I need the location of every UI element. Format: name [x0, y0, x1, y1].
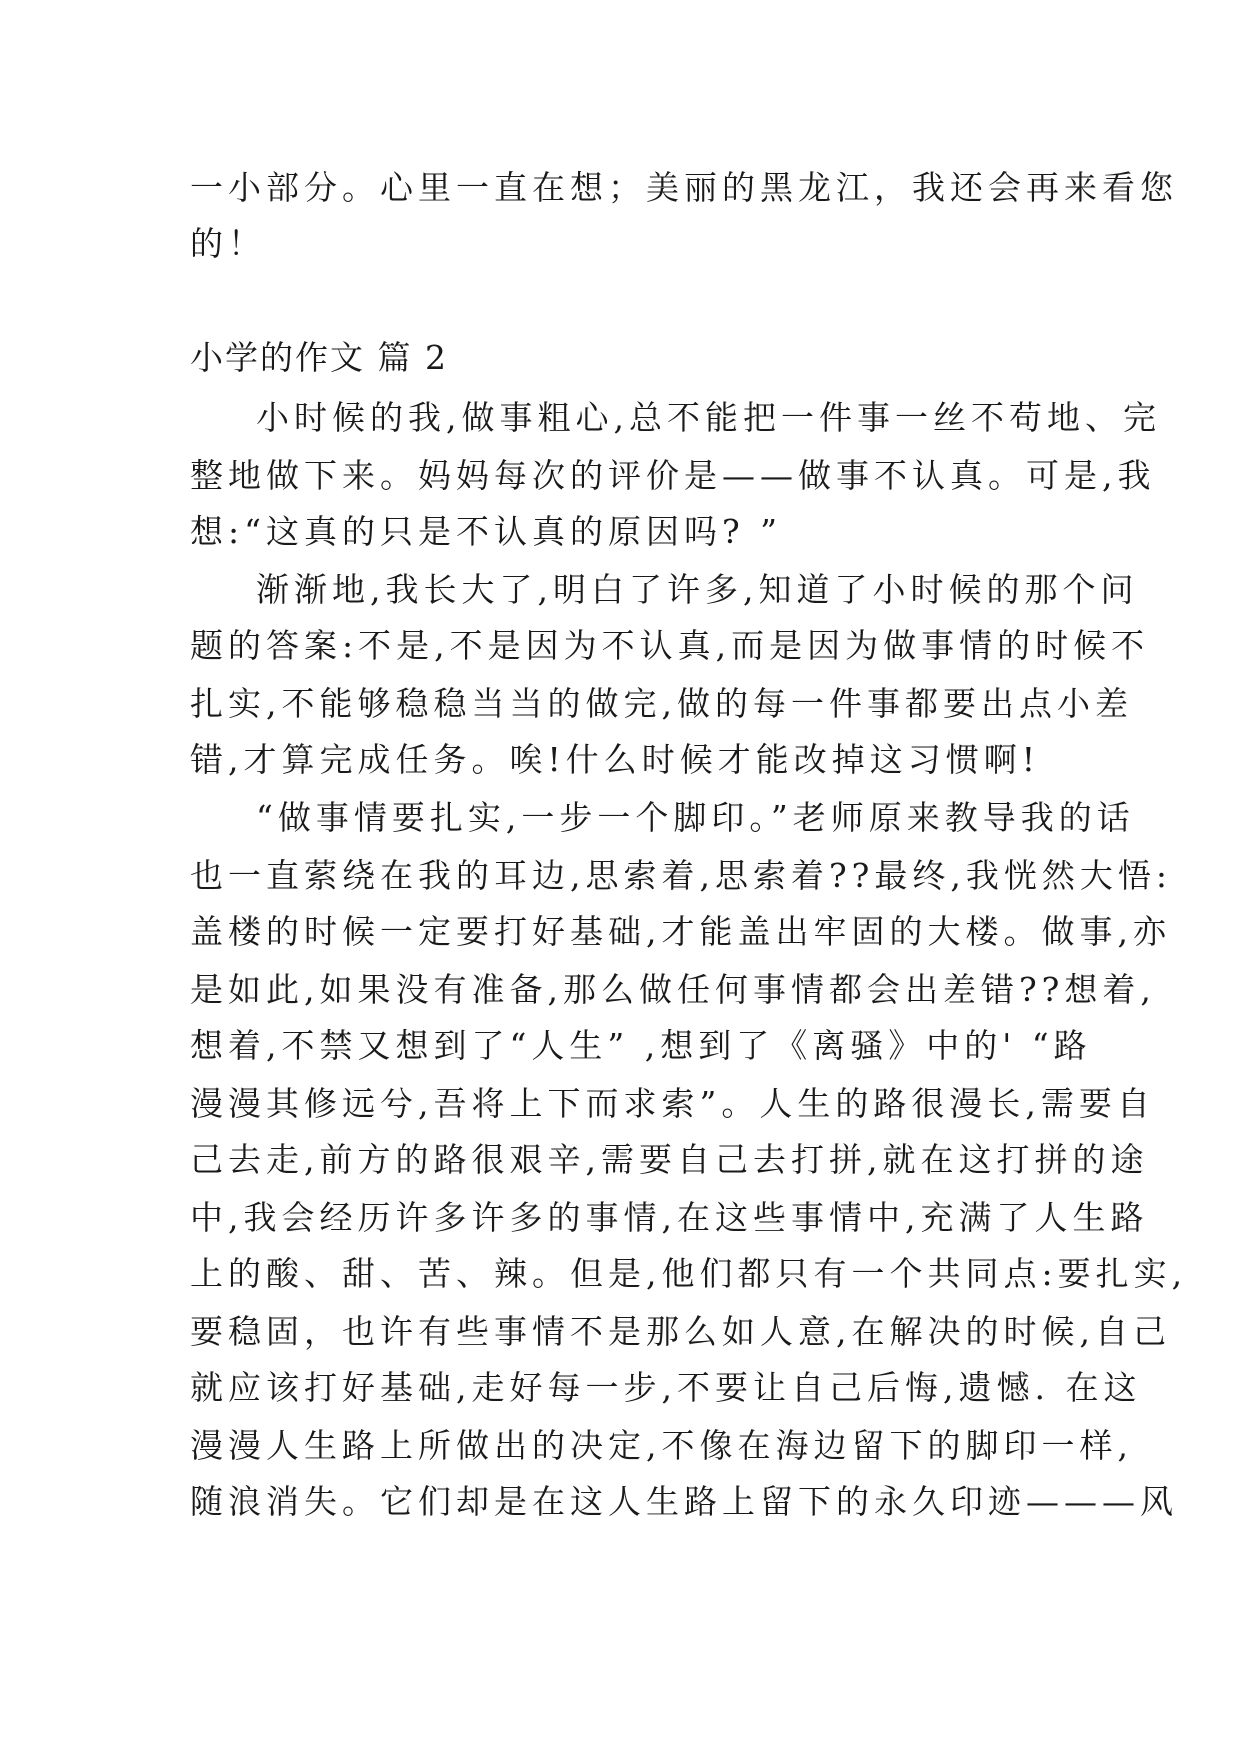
paragraph-line: 盖楼的时候一定要打好基础,才能盖出牢固的大楼。做事,亦	[190, 912, 1171, 951]
paragraph-line: 是如此,如果没有准备,那么做任何事情都会出差错??想着,	[190, 970, 1156, 1009]
paragraph-line: 想:“这真的只是不认真的原因吗? ”	[190, 512, 783, 551]
text-line: 的！	[190, 224, 266, 263]
paragraph-line: “做事情要扎实,一步一个脚印。”老师原来教导我的话	[256, 798, 1135, 837]
paragraph-line: 中,我会经历许多许多的事情,在这些事情中,充满了人生路	[190, 1198, 1149, 1237]
section-heading: 小学的作文 篇 2	[190, 338, 448, 377]
paragraph-line: 渐渐地,我长大了,明白了许多,知道了小时候的那个问	[256, 570, 1139, 609]
paragraph-line: 上的酸、甜、苦、辣。但是,他们都只有一个共同点:要扎实,	[190, 1254, 1188, 1293]
text-line: 一小部分。心里一直在想；美丽的黑龙江，我还会再来看您	[190, 168, 1178, 207]
paragraph-line: 就应该打好基础,走好每一步,不要让自己后悔,遗憾. 在这	[190, 1368, 1142, 1407]
paragraph-line: 小时候的我,做事粗心,总不能把一件事一丝不苟地、完	[256, 398, 1161, 437]
paragraph-line: 随浪消失。它们却是在这人生路上留下的永久印迹———风	[190, 1482, 1178, 1521]
paragraph-line: 漫漫人生路上所做出的决定,不像在海边留下的脚印一样,	[190, 1426, 1133, 1465]
paragraph-line: 扎实,不能够稳稳当当的做完,做的每一件事都要出点小差	[190, 684, 1133, 723]
paragraph-line: 整地做下来。妈妈每次的评价是——做事不认真。可是,我	[190, 456, 1156, 495]
paragraph-line: 题的答案:不是,不是因为不认真,而是因为做事情的时候不	[190, 626, 1150, 665]
paragraph-line: 漫漫其修远兮,吾将上下而求索”。人生的路很漫长,需要自	[190, 1084, 1155, 1123]
paragraph-line: 也一直萦绕在我的耳边,思索着,思索着??最终,我恍然大悟:	[190, 856, 1172, 895]
paragraph-line: 错,才算完成任务。唉!什么时候才能改掉这习惯啊!	[190, 740, 1041, 779]
paragraph-line: 要稳固，也许有些事情不是那么如人意,在解决的时候,自己	[190, 1312, 1171, 1351]
paragraph-line: 想着,不禁又想到了“人生” ,想到了《离骚》中的' “路	[190, 1026, 1092, 1065]
paragraph-line: 己去走,前方的路很艰辛,需要自己去打拼,就在这打拼的途	[190, 1140, 1149, 1179]
